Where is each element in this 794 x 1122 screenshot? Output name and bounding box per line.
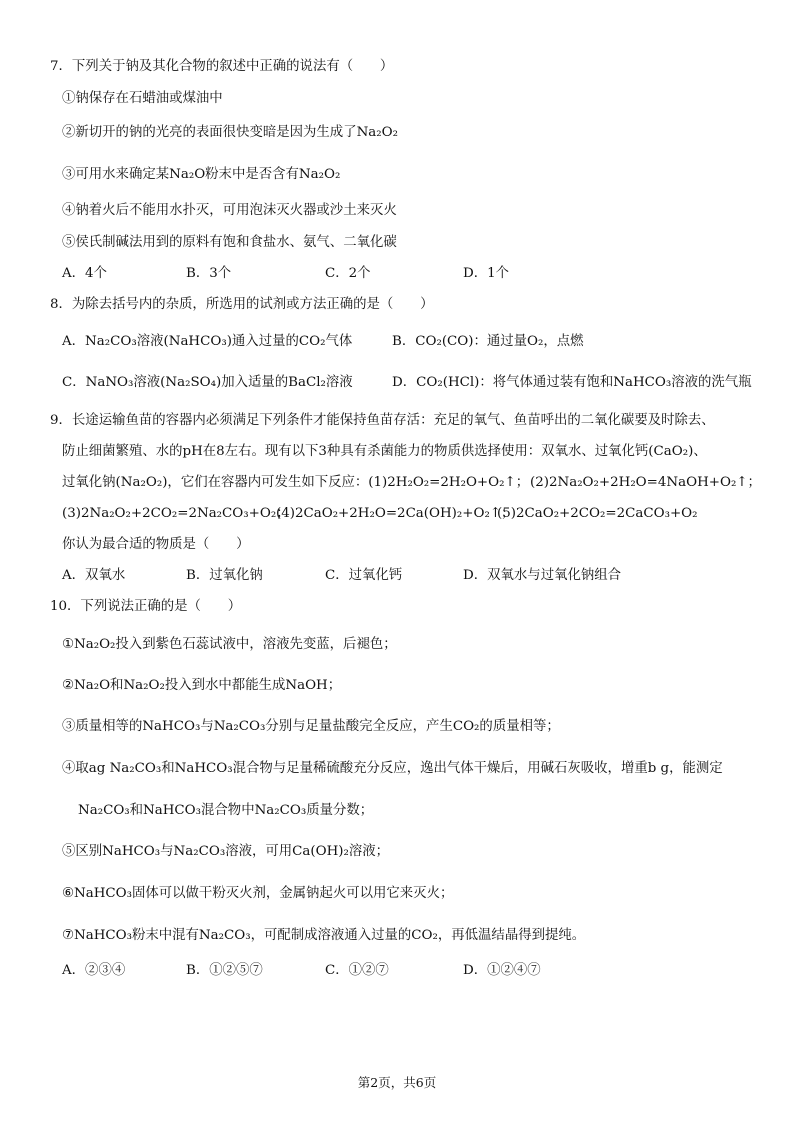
q9-option-d: D．双氧水与过氧化钠组合 (463, 568, 622, 583)
q9-line-3a: 过氧化钠(Na₂O₂)，它们在容器内可发生如下反应：(1)2H₂O₂=2H₂O+O₂↑； (62, 475, 530, 490)
q7-item-3: ③可用水来确定某Na₂O粉末中是否含有Na₂O₂ (62, 167, 341, 182)
q9-option-a: A．双氧水 (62, 568, 126, 583)
q10-item-1: ①Na₂O₂投入到紫色石蕊试液中，溶液先变蓝，后褪色； (62, 637, 397, 652)
q10-item-6: ⑥NaHCO₃固体可以做干粉灭火剂，金属钠起火可以用它来灭火； (62, 886, 454, 901)
q7-option-c: C．2个 (325, 266, 371, 281)
q9-question: 你认为最合适的物质是（ ） (62, 537, 250, 552)
q9-option-c: C．过氧化钙 (325, 568, 403, 583)
q10-item-4-cont: Na₂CO₃和NaHCO₃混合物中Na₂CO₃质量分数； (78, 803, 374, 818)
q10-item-5: ⑤区别NaHCO₃与Na₂CO₃溶液，可用Ca(OH)₂溶液； (62, 844, 390, 859)
q7-option-b: B．3个 (186, 266, 232, 281)
q9-reaction-4: (4)2CaO₂+2H₂O=2Ca(OH)₂+O₂↑； (276, 506, 515, 521)
q10-option-d: D．①②④⑦ (463, 963, 541, 978)
q8-option-d: D．CO₂(HCl)：将气体通过装有饱和NaHCO₃溶液的洗气瓶 (392, 375, 752, 390)
q8-option-b: B．CO₂(CO)：通过量O₂，点燃 (392, 334, 584, 349)
q9-reaction-2: (2)2Na₂O₂+2H₂O=4NaOH+O₂↑； (530, 475, 761, 490)
q10-option-c: C．①②⑦ (325, 963, 389, 978)
q9-reaction-5: (5)2CaO₂+2CO₂=2CaCO₃+O₂ (497, 506, 698, 521)
q8-option-c: C．NaNO₃溶液(Na₂SO₄)加入适量的BaCl₂溶液 (62, 375, 353, 390)
q10-item-2: ②Na₂O和Na₂O₂投入到水中都能生成NaOH； (62, 678, 342, 693)
q7-option-a: A．4个 (62, 266, 107, 281)
q9-line-2: 防止细菌繁殖、水的pH在8左右。现有以下3种具有杀菌能力的物质供选择使用：双氧水、过氧化钙(CaO₂)、 (62, 444, 707, 459)
q10-stem: 10．下列说法正确的是（ ） (50, 599, 242, 614)
q10-option-a: A．②③④ (62, 963, 126, 978)
q10-item-3: ③质量相等的NaHCO₃与Na₂CO₃分别与足量盐酸完全反应，产生CO₂的质量相等； (62, 719, 560, 734)
q10-item-7: ⑦NaHCO₃粉末中混有Na₂CO₃，可配制成溶液通入过量的CO₂，再低温结晶得到提纯。 (62, 928, 586, 943)
q7-option-d: D．1个 (463, 266, 510, 281)
q8-stem: 8．为除去括号内的杂质，所选用的试剂或方法正确的是（ ） (50, 297, 434, 312)
page-number: 第2页，共6页 (357, 1075, 437, 1090)
q9-reaction-3: (3)2Na₂O₂+2CO₂=2Na₂CO₃+O₂； (62, 506, 290, 521)
q7-item-5: ⑤侯氏制碱法用到的原料有饱和食盐水、氨气、二氧化碳 (62, 235, 397, 250)
q7-item-1: ①钠保存在石蜡油或煤油中 (62, 91, 223, 106)
q7-stem: 7．下列关于钠及其化合物的叙述中正确的说法有（ ） (50, 59, 394, 74)
q9-line-1: 9．长途运输鱼苗的容器内必须满足下列条件才能保持鱼苗存活：充足的氧气、鱼苗呼出的二氧化碳要及时除去、 (50, 413, 715, 428)
q10-option-b: B．①②⑤⑦ (186, 963, 263, 978)
q10-item-4: ④取ag Na₂CO₃和NaHCO₃混合物与足量稀硫酸充分反应，逸出气体干燥后，用碱石灰吸收，增重b g，能测定 (62, 761, 723, 776)
q9-option-b: B．过氧化钠 (186, 568, 263, 583)
q7-item-4: ④钠着火后不能用水扑灭，可用泡沫灭火器或沙土来灭火 (62, 203, 397, 218)
q7-item-2: ②新切开的钠的光亮的表面很快变暗是因为生成了Na₂O₂ (62, 125, 399, 140)
q8-option-a: A．Na₂CO₃溶液(NaHCO₃)通入过量的CO₂气体 (62, 334, 353, 349)
